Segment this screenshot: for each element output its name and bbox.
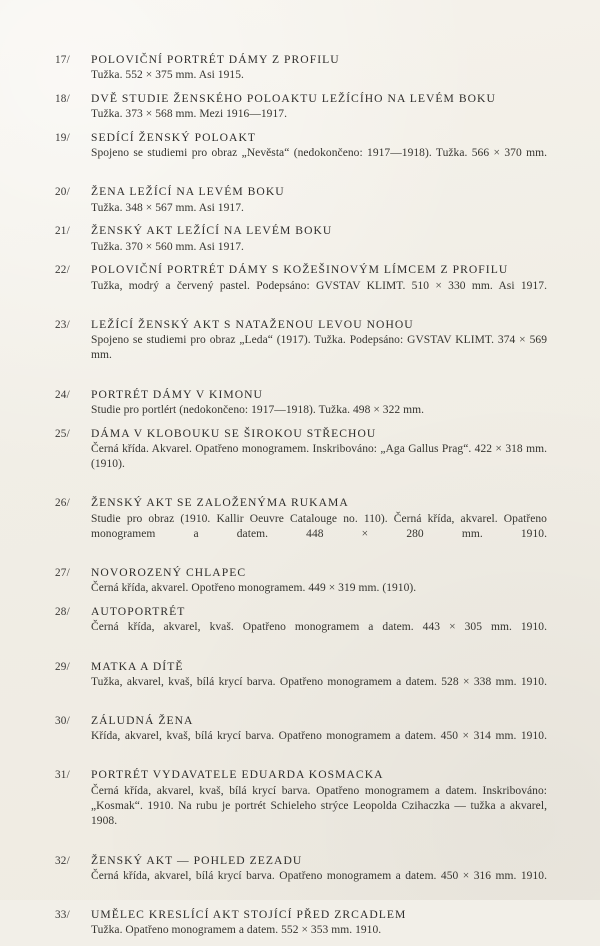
entry-description: Spojeno se studiemi pro obraz „Leda“ (1917). Tužka. Podepsáno: GVSTAV KLIMT. 374 × 569 mm.	[91, 333, 547, 362]
entry-title: NOVOROZENÝ CHLAPEC	[91, 566, 247, 580]
entry-number: 23/	[55, 318, 70, 331]
entry-title: AUTOPORTRÉT	[91, 605, 186, 619]
catalogue-entry-list	[55, 52, 547, 946]
entry-number: 20/	[55, 186, 70, 199]
entry-number: 18/	[55, 93, 70, 105]
entry-description: Tužka, modrý a červený pastel. Podepsáno: GVSTAV KLIMT. 510 × 330 mm. Asi 1917.	[91, 279, 547, 292]
entry-number: 29/	[55, 660, 70, 673]
entry-title: MATKA A DÍTĚ	[91, 659, 184, 673]
entry-description: Tužka. 348 × 567 mm. Asi 1917.	[91, 201, 244, 214]
entry-body	[91, 130, 547, 177]
catalogue-entry	[55, 317, 547, 379]
catalogue-entry	[55, 907, 547, 939]
entry-title: SEDÍCÍ ŽENSKÝ POLOAKT	[91, 131, 257, 144]
entry-body	[91, 767, 547, 845]
catalogue-entry	[55, 659, 547, 706]
entry-number: 33/	[55, 909, 70, 922]
entry-body	[91, 91, 547, 123]
entry-title: ŽENSKÝ AKT — POHLED ZEZADU	[91, 853, 303, 867]
entry-body	[91, 52, 547, 84]
entry-number: 17/	[55, 54, 70, 66]
catalogue-entry	[55, 130, 547, 177]
catalogue-entry	[55, 565, 547, 597]
catalogue-entry	[55, 853, 547, 900]
entry-description: Tužka. Opatřeno monogramem a datem. 552 × 353 mm. 1910.	[91, 924, 382, 937]
entry-description: Černá křída, akvarel. Opotřeno monogramem. 449 × 319 mm. (1910).	[91, 582, 417, 595]
catalogue-entry	[55, 767, 547, 845]
entry-number: 24/	[55, 388, 70, 401]
entry-number: 19/	[55, 132, 70, 144]
entry-title: UMĚLEC KRESLÍCÍ AKT STOJÍCÍ PŘED ZRCADLEM	[91, 908, 407, 922]
entry-number: 22/	[55, 264, 70, 277]
entry-description: Černá křída, akvarel, bílá krycí barva. Opatřeno monogramem a datem. 450 × 316 mm. 1910.	[91, 869, 547, 882]
entry-description: Tužka. 373 × 568 mm. Mezi 1916—1917.	[91, 108, 288, 121]
entry-description: Studie pro portlért (nedokončeno: 1917—1918). Tužka. 498 × 322 mm.	[91, 403, 425, 416]
entry-body	[91, 184, 547, 216]
entry-number: 31/	[55, 769, 70, 782]
entry-body	[91, 262, 547, 309]
entry-description: Tužka, akvarel, kvaš, bílá krycí barva. Opatřeno monogramem a datem. 528 × 338 mm. 1910.	[91, 675, 547, 688]
entry-title: PORTRÉT VYDAVATELE EDUARDA KOSMACKA	[91, 768, 384, 782]
entry-description: Křída, akvarel, kvaš, bílá krycí barva. Opatřeno monogramem a datem. 450 × 314 mm. 1910.	[91, 730, 547, 743]
entry-description: Černá křída. Akvarel. Opatřeno monogramem. Inskribováno: „Aga Gallus Prag“. 422 × 318 mm. (1910).	[91, 442, 547, 471]
entry-body	[91, 495, 547, 557]
entry-title: POLOVIČNÍ PORTRÉT DÁMY S KOŽEŠINOVÝM LÍMCEM Z PROFILU	[91, 263, 509, 277]
entry-description: Tužka. 370 × 560 mm. Asi 1917.	[91, 240, 244, 253]
entry-body	[91, 223, 547, 255]
entry-number: 30/	[55, 715, 70, 728]
entry-body	[91, 907, 547, 939]
entry-body	[91, 387, 547, 419]
entry-title: ŽENSKÝ AKT SE ZALOŽENÝMA RUKAMA	[91, 496, 349, 510]
entry-body	[91, 604, 547, 651]
entry-description: Černá křída, akvarel, kvaš, bílá krycí barva. Opatřeno monogramem a datem. Inskribováno: „Kosmak“. 1910. Na rubu je portrét Schieleho strýce Leopolda Czihaczka — tužka a akvarel, 1908.	[91, 784, 547, 828]
catalogue-entry	[55, 223, 547, 255]
catalogue-entry	[55, 52, 547, 84]
catalogue-entry	[55, 262, 547, 309]
entry-title: LEŽÍCÍ ŽENSKÝ AKT S NATAŽENOU LEVOU NOHOU	[91, 317, 414, 331]
entry-number: 26/	[55, 497, 70, 510]
entry-title: DVĚ STUDIE ŽENSKÉHO POLOAKTU LEŽÍCÍHO NA LEVÉM BOKU	[91, 92, 496, 105]
entry-description: Spojeno se studiemi pro obraz „Nevěsta“ (nedokončeno: 1917—1918). Tužka. 566 × 370 mm.	[91, 147, 547, 160]
catalogue-entry	[55, 184, 547, 216]
catalogue-entry	[55, 426, 547, 488]
entry-body	[91, 565, 547, 597]
entry-body	[91, 713, 547, 760]
entry-body	[91, 317, 547, 379]
entry-description: Černá křída, akvarel, kvaš. Opatřeno monogramem a datem. 443 × 305 mm. 1910.	[91, 621, 547, 634]
entry-number: 21/	[55, 225, 70, 238]
catalogue-entry	[55, 713, 547, 760]
entry-title: POLOVIČNÍ PORTRÉT DÁMY Z PROFILU	[91, 53, 340, 66]
catalogue-entry	[55, 604, 547, 651]
entry-number: 28/	[55, 606, 70, 619]
entry-description: Tužka. 552 × 375 mm. Asi 1915.	[91, 69, 244, 82]
entry-description: Studie pro obraz (1910. Kallir Oeuvre Catalouge no. 110). Černá křída, akvarel. Opatřeno monogramem a datem. 448 × 280 mm. 1910.	[91, 512, 547, 540]
entry-title: DÁMA V KLOBOUKU SE ŠIROKOU STŘECHOU	[91, 426, 377, 440]
entry-body	[91, 659, 547, 706]
catalogue-entry	[55, 387, 547, 419]
entry-number: 27/	[55, 567, 70, 580]
catalogue-entry	[55, 495, 547, 557]
entry-title: ŽENSKÝ AKT LEŽÍCÍ NA LEVÉM BOKU	[91, 224, 333, 238]
entry-number: 32/	[55, 854, 70, 867]
catalogue-entry	[55, 91, 547, 123]
entry-title: PORTRÉT DÁMY V KIMONU	[91, 387, 263, 401]
entry-title: ŽENA LEŽÍCÍ NA LEVÉM BOKU	[91, 185, 285, 199]
entry-body	[91, 853, 547, 900]
entry-title: ZÁLUDNÁ ŽENA	[91, 714, 194, 728]
entry-number: 25/	[55, 427, 70, 440]
entry-body	[91, 426, 547, 488]
